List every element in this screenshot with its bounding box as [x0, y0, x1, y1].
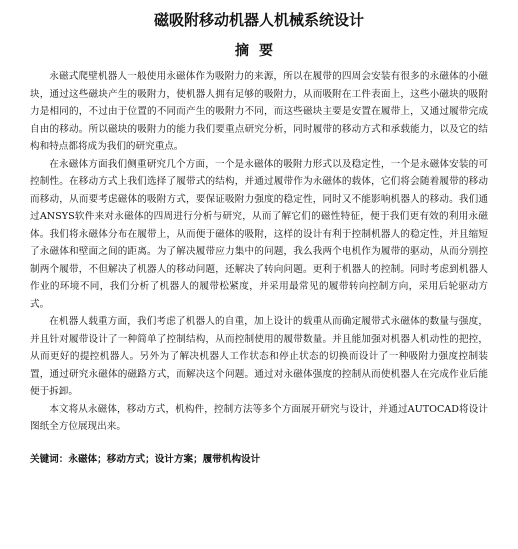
abstract-paragraph-1: 永磁式爬壁机器人一般使用永磁体作为吸附力的来源，所以在履带的四周会安装有很多的永磁体的小磁块，通过这些磁块产生的吸附力，使机器人拥有足够的吸附力，从而吸附在工件表面上，这些小磁块的吸附力是相同的，不过由于位置的不同而产生的吸附力不同，而这些磁块主要是安置在履带上，又通过履带完成自由的移动。所以磁块的吸附力的能力我们要重点研究分析，同时履带的移动方式和承载能力，以及它的结构和特点都将成为我们的研究重点。 [30, 71, 488, 152]
abstract-paragraph-4: 本文将从永磁体，移动方式，机构件，控制方法等多个方面展开研究与设计，并通过AUTOCAD将设计图纸全方位展现出来。 [30, 403, 488, 432]
document-title: 磁吸附移动机器人机械系统设计 [153, 11, 364, 29]
abstract-paragraph-2: 在永磁体方面我们侧重研究几个方面，一个是永磁体的吸附力形式以及稳定性，一个是永磁体安装的可控制性。在移动方式上我们选择了履带式的结构，并通过履带作为永磁体的载体，它们将会随着履带的移动而移动，从而要考虑磁体的吸附方式，要保证吸附力强度的稳定性，同时又不能影响机器人的移动。我们通过ANSYS软件来对永磁体的四周进行分析与研究，从而了解它们的磁性特征，便于我们更有效的利用永磁体。我们将永磁体分布在履带上，从而便于磁体的吸附，这样的设计有利于控制机器人的稳定性，并且缩短了永磁体和壁面之间的距离。为了解决履带应力集中的问题，我么我两个电机作为履带的驱动，从而分别控制两个履带，不但解决了机器人的移动问题，还解决了转向问题。更利于机器人的控制。同时考虑到机器人作业的环境不同，我们分析了机器人的履带松紧度，并采用最常见的履带转向控制方向，采用后轮驱动方式。 [30, 158, 488, 310]
abstract-paragraph-3: 在机器人载重方面，我们考虑了机器人的自重，加上设计的载重从而确定履带式永磁体的数量与强度，并且针对履带设计了一种简单了控制结构，从而控制使用的履带数量。并且能加强对机器人机动性的把控，从而更好的提控机器人。另外为了解决机器人工作状态和停止状态的切换而设计了一种吸附力强度控制装置，通过研究永磁体的磁路方式，而解决这个问题。通过对永磁体强度的控制从而使机器人在完成作业后能便于拆卸。 [30, 316, 488, 397]
abstract-body [30, 68, 488, 436]
abstract-heading: 摘要 [235, 43, 283, 59]
keywords-line: 关键词：永磁体；移动方式；设计方案；履带机构设计 [30, 453, 261, 465]
